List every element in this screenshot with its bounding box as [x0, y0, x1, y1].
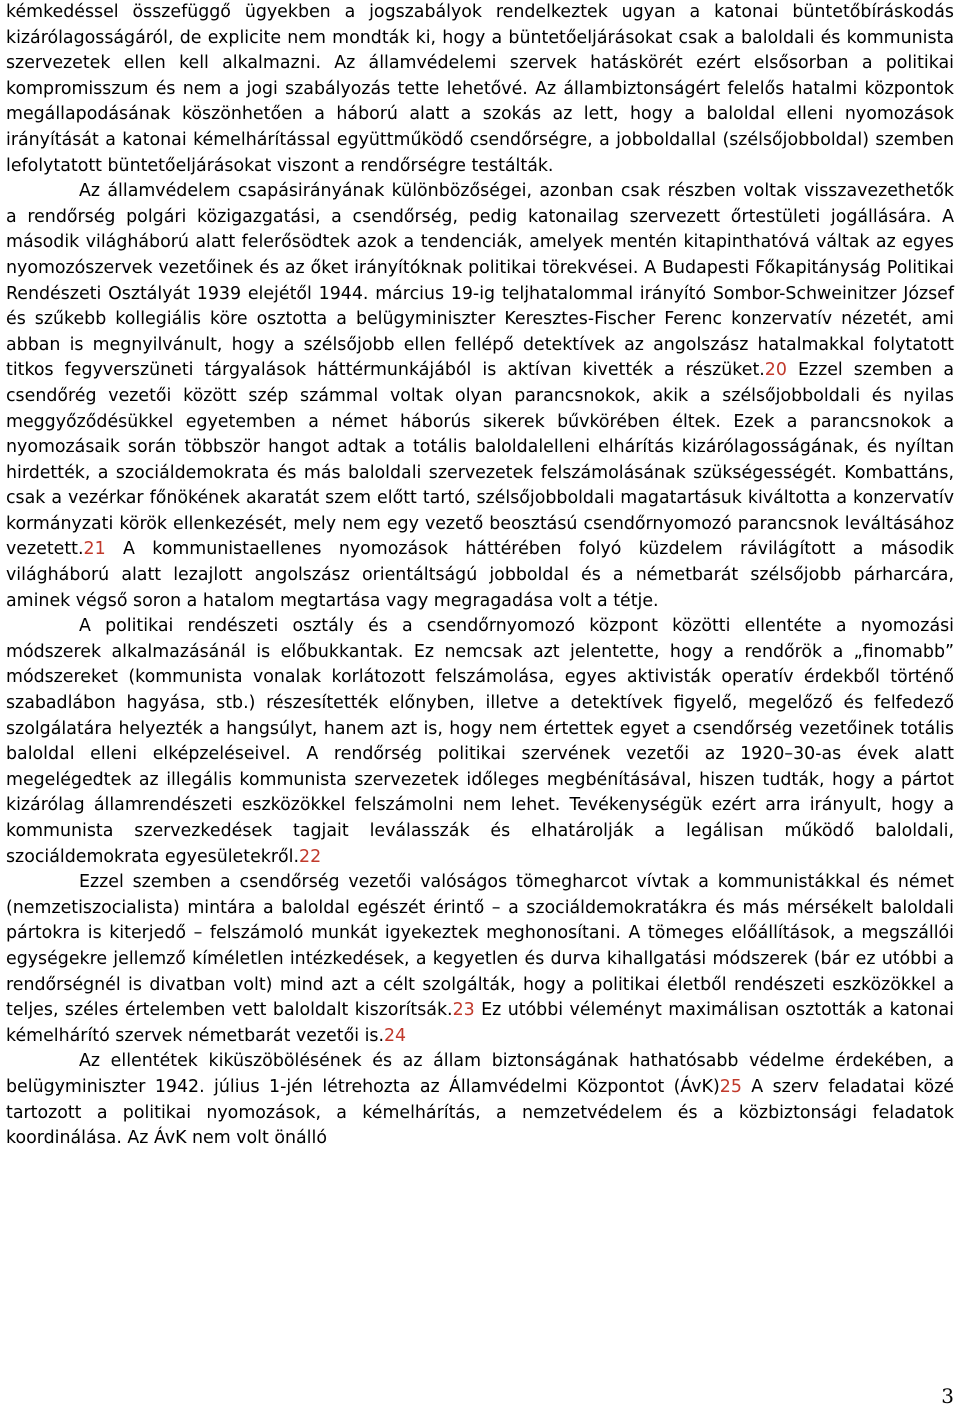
footnote-reference-23[interactable]: 23: [452, 1000, 475, 1021]
paragraph-text: A kommunistaellenes nyomozások háttérében folyó küzdelem rávilágított a második világháború alatt lezajlott angolszász orientáltságú jobboldal és a németbarát szélsőjobb párharcára, aminek végső soron a hatalom megtartása vagy megragadása volt a tétje.: [6, 539, 954, 611]
footnote-reference-21[interactable]: 21: [83, 539, 106, 560]
paragraph-3: [6, 614, 954, 870]
footnote-reference-22[interactable]: 22: [299, 846, 322, 867]
paragraph-text: Az ellentétek kiküszöbölésének és az állam biztonságának hathatósabb védelme érdekében, a belügyminiszter 1942. július 1-jén létrehozta az Államvédelmi Központot (ÁvK): [6, 1051, 954, 1097]
paragraph-text: Ezzel szemben a csendőrég vezetői között szép számmal voltak olyan parancsnokok, akik a szélsőjobboldali és nyilas meggyőződésükkel egyetemben a német háborús sikerek bűvkörében éltek. Ezek a parancsnokok a nyomozásaik során többször hangot adtak a totális baloldalelleni elhárítás kizárólagosságának, és nyíltan hirdették, a szociáldemokrata és más baloldali szervezetek felszámolásának szükségességét. Kombattáns, csak a vezérkar főnökének akaratát szem előtt tartó, szélsőjobboldali magatartásuk kiváltotta a konzervatív kormányzati körök ellenkezését, mely nem egy vezető beosztású csendőrnyomozó parancsnok leváltásához vezetett.: [6, 360, 954, 560]
paragraph-text: A szerv feladatai közé tartozott a politikai nyomozások, a kémelhárítás, a nemzetvédelem és a közbiztonsági feladatok koordinálása. Az ÁvK nem volt önálló: [6, 1076, 954, 1149]
paragraph-text: Ezzel szemben a csendőrség vezetői valóságos tömegharcot vívtak a kommunistákkal és német (nemzetiszocialista) mintára a baloldal egészét érintő – a szociáldemokratákra és más mérsékelt baloldali pártokra is kiterjedő – felszámoló munkát igyekeztek meghonosítani. A tömeges előállítások, a megszállói egységekre jellemző kíméletlen intézkedések, a kegyetlen és durva kihallgatási módszerek (bár ez utóbbi a rendőrségnél is divatban volt) mind azt a célt szolgálták, hogy a politikai életből rendészeti eszközökkel a teljes, széles értelemben vett baloldalt kiszorítsák.: [6, 872, 954, 1021]
paragraph-text: Ez utóbbi véleményt maximálisan osztották a katonai kémelhárító szervek németbarát vezetői is.: [6, 1000, 954, 1046]
paragraph-text: kémkedéssel összefüggő ügyekben a jogszabályok rendelkeztek ugyan a katonai büntetőbíráskodás kizárólagosságáról, de explicite nem mondták ki, hogy a büntetőeljárásokat csak a baloldali és kommunista szervezetek ellen kell alkalmazni. Az államvédelemi szervek hatáskörét ezért elsősorban a politikai kompromisszum és nem a jogi szabályozás tette lehetővé. Az állambiztonságért felelős hatalmi központok megállapodásának köszönhetően a háború alatt a szokás az lett, hogy a baloldal elleni nyomozások irányítását a katonai kémelhárítással együttműködő csendőrségre, a jobboldallal (szélsőjobboldal) szemben lefolytatott büntetőeljárásokat viszont a rendőrségre testálták.: [6, 2, 954, 176]
paragraph-text: A politikai rendészeti osztály és a csendőrnyomozó központ közötti ellentéte a nyomozási módszerek alkalmazásánál is előbukkantak. Ez nemcsak azt jelentette, hogy a rendőrök a „finomabb” módszereket (kommunista vonalak korlátozott felszámolása, egyes aktivisták operatív érdekből történő szabadlábon hagyása, stb.) részesítették előnyben, illetve a detektívek figyelő, megelőző és felfedező szolgálatára helyezték a hangsúlyt, hanem azt is, hogy nem értettek egyet a csendőrség vezetőinek totális baloldal elleni elképzeléseivel. A rendőrség politikai szervének vezetői az 1920–30-as évek alatt megelégedtek az illegális kommunista szervezetek időleges megbénításával, hiszen tudták, hogy a pártot kizárólag államrendészeti eszközökkel felszámolni nem lehet. Tevékenységük ezért arra irányult, hogy a kommunista szervezkedések tagjait leválasszák és elhatárolják a legálisan működő baloldali, szociáldemokrata egyesületekről.: [6, 616, 954, 867]
page-number: 3: [941, 1384, 954, 1408]
footnote-reference-20[interactable]: 20: [764, 360, 787, 381]
paragraph-2: [6, 179, 954, 614]
footnote-reference-25[interactable]: 25: [719, 1076, 742, 1097]
footnote-reference-24[interactable]: 24: [383, 1025, 407, 1046]
document-page: [6, 0, 954, 1152]
paragraph-4: [6, 870, 954, 1049]
paragraph-1: [6, 0, 954, 179]
paragraph-text: Az államvédelem csapásirányának különbözőségei, azonban csak részben voltak visszavezethetők a rendőrség polgári közigazgatási, a csendőrség, pedig katonailag szervezett őrtestületi jogállására. A második világháború alatt felerősödtek azok a tendenciák, amelyek mentén kitapinthatóvá váltak az egyes nyomozószervek vezetőinek és az őket irányítóknak politikai törekvései. A Budapesti Főkapitányság Politikai Rendészeti Osztályát 1939 elejétől 1944. március 19-ig teljhatalommal irányító Sombor-Schweinitzer József és szűkebb kollegiális köre osztotta a belügyminiszter Keresztes-Fischer Ferenc konzervatív nézetét, ami abban is megnyilvánult, hogy a szélsőjobb ellen fellépő detektívek az angolszász hatalmakkal folytatott titkos fegyverszüneti tárgyalások háttérmunkájából is aktívan kivették a részüket.: [6, 181, 954, 381]
paragraph-5: [6, 1049, 954, 1151]
